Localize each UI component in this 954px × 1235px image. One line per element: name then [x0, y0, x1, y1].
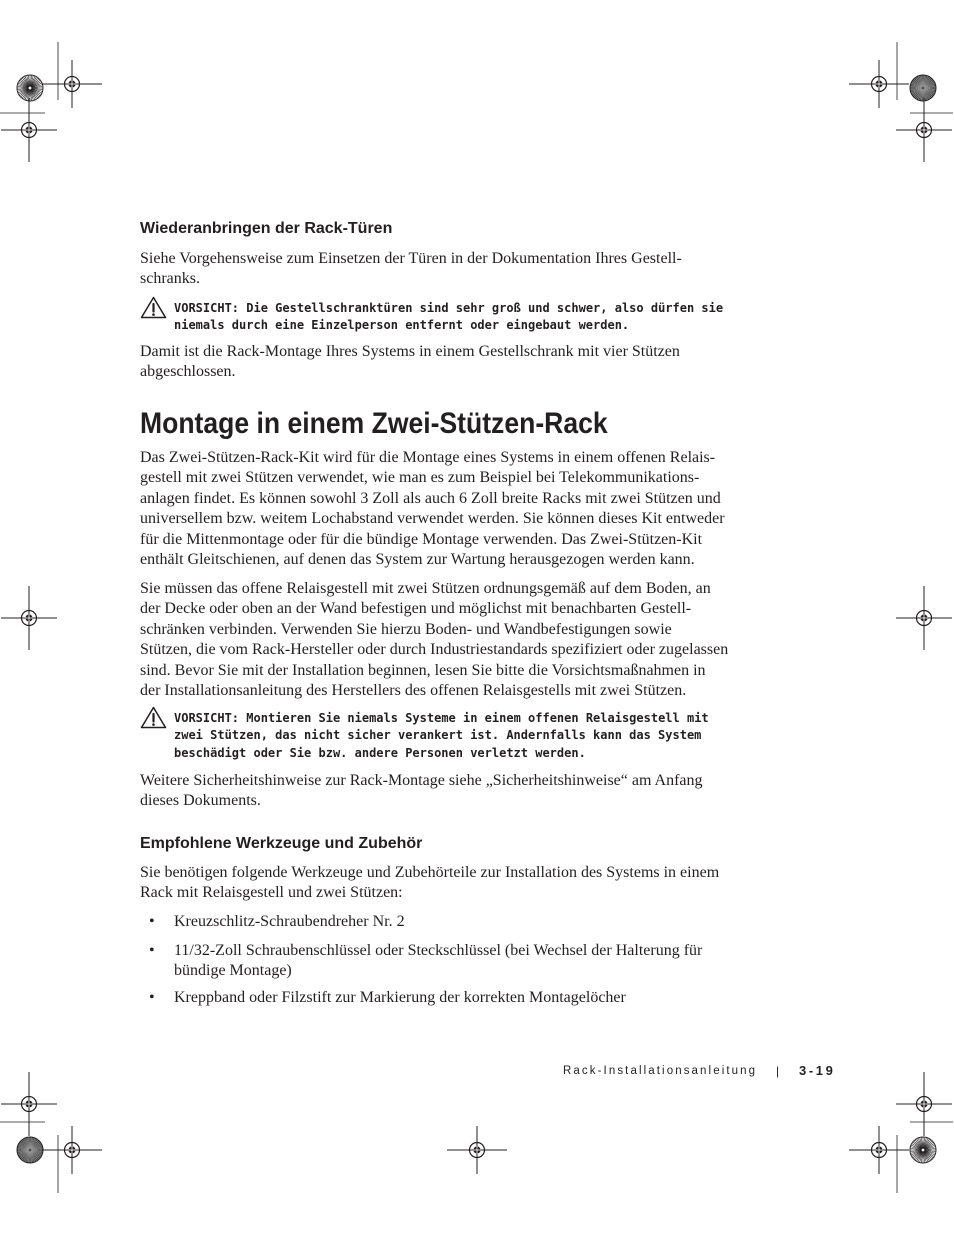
text-line: Das Zwei-Stützen-Rack-Kit wird für die Montage eines Systems in einem offenen Relais-	[140, 449, 716, 466]
caution-label: VORSICHT:	[174, 300, 240, 315]
caution-text	[174, 710, 709, 762]
paragraph	[140, 342, 680, 383]
caution-text-line: beschädigt oder Sie bzw. andere Personen verletzt werden.	[174, 745, 586, 760]
caution-text-line	[174, 300, 723, 317]
caution-text-segment: Die Gestellschranktüren sind sehr groß und schwer, also dürfen sie	[246, 300, 724, 315]
text-line: Weitere Sicherheitshinweise zur Rack-Montage siehe „Sicherheitshinweise“ am Anfang	[140, 772, 703, 789]
chapter-heading: Montage in einem Zwei-Stützen-Rack	[140, 407, 608, 440]
footer-separator: |	[776, 1064, 780, 1078]
color-bar-circle	[910, 1137, 936, 1163]
text-line: schranks.	[140, 270, 200, 288]
text-line: für die Mittenmontage oder für die bündige Montage verwenden. Das Zwei-Stützen-Kit	[140, 530, 703, 548]
list-item-text: 11/32-Zoll Schraubenschlüssel oder Steckschlüssel (bei Wechsel der Halterung für	[174, 942, 703, 959]
paragraph	[140, 249, 682, 290]
list-item	[140, 941, 740, 982]
text-line: Sie benötigen folgende Werkzeuge und Zubehörteile zur Installation des Systems in einem	[140, 864, 720, 881]
text-line: Stützen, die vom Rack-Hersteller oder durch Industriestandards spezifiziert oder zugelassen	[140, 641, 729, 659]
registration-target	[1, 586, 57, 650]
text-line: Siehe Vorgehensweise zum Einsetzen der Türen in der Dokumentation Ihres Gestell-	[140, 250, 682, 267]
list-item	[140, 912, 740, 932]
registration-target	[42, 60, 102, 108]
list-item-text: Kreppband oder Filzstift zur Markierung der korrekten Montagelöcher	[174, 989, 626, 1006]
bullet-icon: •	[149, 913, 155, 930]
page-number: 3-19	[799, 1063, 836, 1078]
registration-target	[447, 1126, 507, 1174]
text-line: enthält Gleitschienen, auf denen das System zur Wartung herausgezogen werden kann.	[140, 551, 695, 569]
paragraph	[140, 771, 703, 812]
bullet-icon: •	[149, 989, 155, 1006]
caution-text-line: niemals durch eine Einzelperson entfernt oder eingebaut werden.	[174, 317, 630, 332]
paragraph	[140, 863, 719, 904]
list-item	[140, 988, 740, 1008]
text-line: gestell mit zwei Stützen verwendet, wie man es zum Beispiel bei Telekommunikations-	[140, 469, 700, 487]
paragraph	[140, 579, 728, 701]
section-heading: Wiederanbringen der Rack-Türen	[140, 220, 393, 237]
list-item-text: Kreuzschlitz-Schraubendreher Nr. 2	[174, 913, 405, 930]
paragraph	[140, 448, 725, 570]
registration-target	[1, 1072, 57, 1136]
text-line: der Decke oder oben an der Wand befestigen und möglichst mit benachbarten Gestell-	[140, 600, 692, 618]
text-line: Damit ist die Rack-Montage Ihres Systems in einem Gestellschrank mit vier Stützen	[140, 343, 680, 360]
caution-text	[174, 300, 723, 335]
caution-text-line	[174, 710, 709, 727]
text-line: schränken verbinden. Verwenden Sie hierzu Boden- und Wandbefestigungen sowie	[140, 620, 672, 638]
text-line: anlagen findet. Es können sowohl 3 Zoll als auch 6 Zoll breite Racks mit zwei Stützen und	[140, 489, 721, 507]
warning-triangle-icon	[140, 296, 167, 319]
caution-note	[140, 710, 740, 766]
text-line: abgeschlossen.	[140, 363, 236, 381]
caution-label: VORSICHT:	[174, 711, 240, 725]
color-bar-circle	[17, 1137, 43, 1163]
section-heading: Empfohlene Werkzeuge und Zubehör	[140, 835, 423, 852]
registration-target	[1, 98, 57, 162]
registration-target	[42, 1126, 102, 1174]
text-line: sind. Bevor Sie mit der Installation beginnen, lesen Sie bitte die Vorsichtsmaßnahmen in	[140, 661, 706, 679]
registration-target	[896, 1072, 952, 1136]
registration-target	[849, 1126, 909, 1174]
registration-target	[896, 586, 952, 650]
text-line: Sie müssen das offene Relaisgestell mit zwei Stützen ordnungsgemäß auf dem Boden, an	[140, 580, 711, 597]
text-line: Rack mit Relaisgestell und zwei Stützen:	[140, 884, 403, 902]
text-line: universellem bzw. weitem Lochabstand verwendet werden. Sie können dieses Kit entweder	[140, 510, 725, 528]
bullet-icon: •	[149, 942, 155, 959]
caution-text-segment: Montieren Sie niemals Systeme in einem offenen Relaisgestell mit	[246, 711, 709, 725]
color-bar-circle	[17, 75, 43, 101]
caution-text-line: zwei Stützen, das nicht sicher verankert ist. Andernfalls kann das System	[174, 728, 702, 743]
footer-title: Rack-Installationsanleitung	[563, 1065, 758, 1077]
warning-triangle-icon	[140, 706, 167, 729]
text-line: dieses Dokuments.	[140, 792, 261, 810]
text-line: der Installationsanleitung des Herstellers des offenen Relaisgestells mit zwei Stützen.	[140, 682, 687, 700]
registration-target	[849, 60, 909, 108]
list-item-text: bündige Montage)	[174, 962, 292, 980]
color-bar-circle	[910, 75, 936, 101]
registration-target	[896, 98, 952, 162]
